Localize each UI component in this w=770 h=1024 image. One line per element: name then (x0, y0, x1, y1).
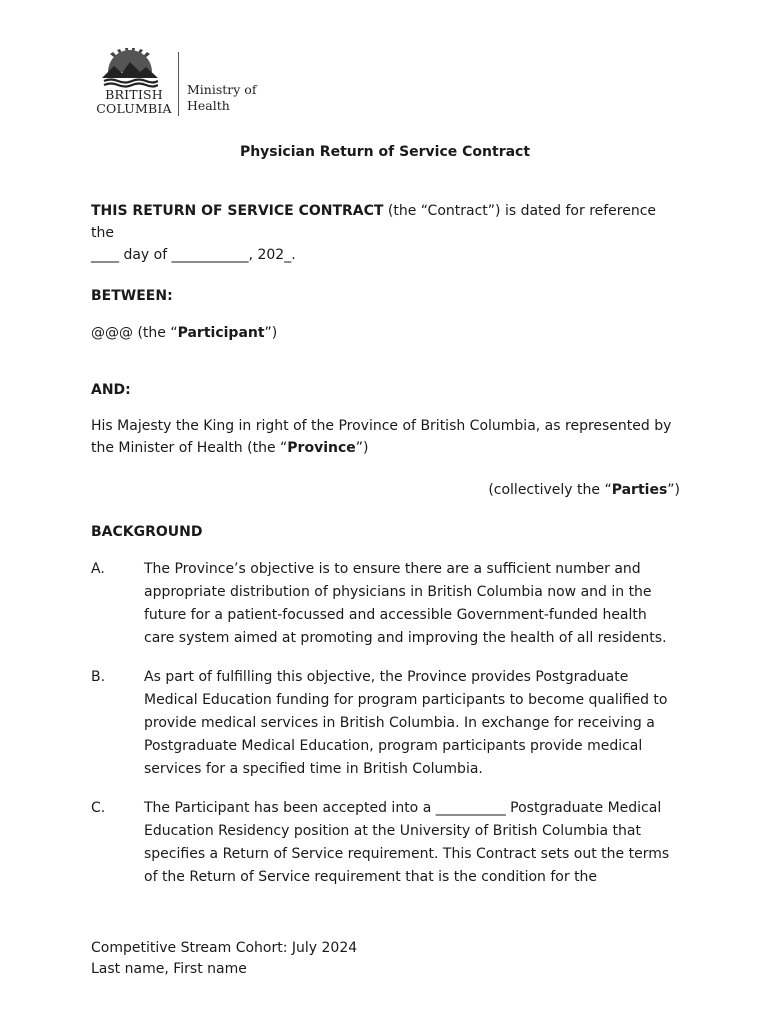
parties-prefix: (collectively the “ (488, 482, 612, 498)
item-line: provide medical services in British Columbia. In exchange for receiving a (144, 715, 655, 731)
item-letter: A. (91, 561, 105, 577)
item-line: Medical Education funding for program participants to become qualified to (144, 692, 668, 708)
footer-cohort: Competitive Stream Cohort: July 2024 (91, 940, 358, 956)
logo-ministry-name (187, 82, 277, 114)
province-prefix: the Minister of Health (the “ (91, 440, 288, 456)
parties-suffix: ”) (667, 482, 680, 498)
and-heading: AND: (91, 382, 131, 398)
between-heading: BETWEEN: (91, 288, 173, 304)
item-text (144, 558, 686, 650)
document-title: Physician Return of Service Contract (239, 144, 531, 160)
item-line: specifies a Return of Service requirement. This Contract sets out the terms (144, 846, 670, 862)
province-paragraph (91, 415, 683, 459)
parties-line (91, 479, 680, 501)
province-suffix: ”) (355, 440, 369, 456)
item-line: As part of fulfilling this objective, the Province provides Postgraduate (144, 669, 629, 685)
item-line: services for a specified time in British Columbia. (144, 761, 483, 777)
item-line: Education Residency position at the University of British Columbia that (144, 823, 641, 839)
logo-ministry-line2: Health (187, 98, 230, 113)
contract-intro (91, 200, 683, 266)
item-line: Postgraduate Medical Education, program participants provide medical (144, 738, 643, 754)
item-letter: C. (91, 800, 106, 816)
province-line1: His Majesty the King in right of the Province of British Columbia, as represented by (91, 418, 672, 434)
page-footer (91, 938, 357, 980)
intro-bold: THIS RETURN OF SERVICE CONTRACT (91, 203, 384, 219)
item-text (144, 666, 686, 781)
participant-line (91, 322, 683, 344)
item-line: care system aimed at promoting and improving the health of all residents. (144, 630, 667, 646)
participant-suffix: ”) (264, 325, 278, 341)
logo-ministry-line1: Ministry of (187, 82, 257, 97)
province-line2 (91, 437, 683, 459)
item-line: future for a patient-focussed and accessible Government-funded health (144, 607, 647, 623)
item-line: The Province’s objective is to ensure there are a sufficient number and (144, 561, 641, 577)
item-letter: B. (91, 669, 106, 685)
intro-line2: ____ day of ___________, 202_. (91, 247, 296, 263)
item-line: appropriate distribution of physicians in British Columbia now and in the (144, 584, 652, 600)
background-heading: BACKGROUND (91, 524, 203, 540)
province-bold: Province (287, 440, 356, 456)
intro-rest: (the “Contract”) is dated for reference the (91, 203, 657, 241)
bc-sun-mountain-icon (102, 48, 158, 88)
participant-bold: Participant (177, 325, 265, 341)
parties-bold: Parties (611, 482, 668, 498)
intro-line1 (91, 200, 683, 244)
logo-line-columbia: COLUMBIA (96, 101, 172, 116)
item-line: of the Return of Service requirement that is the condition for the (144, 869, 598, 885)
logo-line-british: BRITISH (105, 87, 163, 102)
item-line: The Participant has been accepted into a __________ Postgraduate Medical (144, 800, 662, 816)
item-text (144, 797, 686, 889)
bc-ministry-logo (94, 48, 274, 118)
logo-wordmark (94, 88, 174, 116)
participant-prefix: @@@ (the “ (91, 325, 178, 341)
footer-name: Last name, First name (91, 961, 247, 977)
logo-divider (178, 52, 179, 116)
